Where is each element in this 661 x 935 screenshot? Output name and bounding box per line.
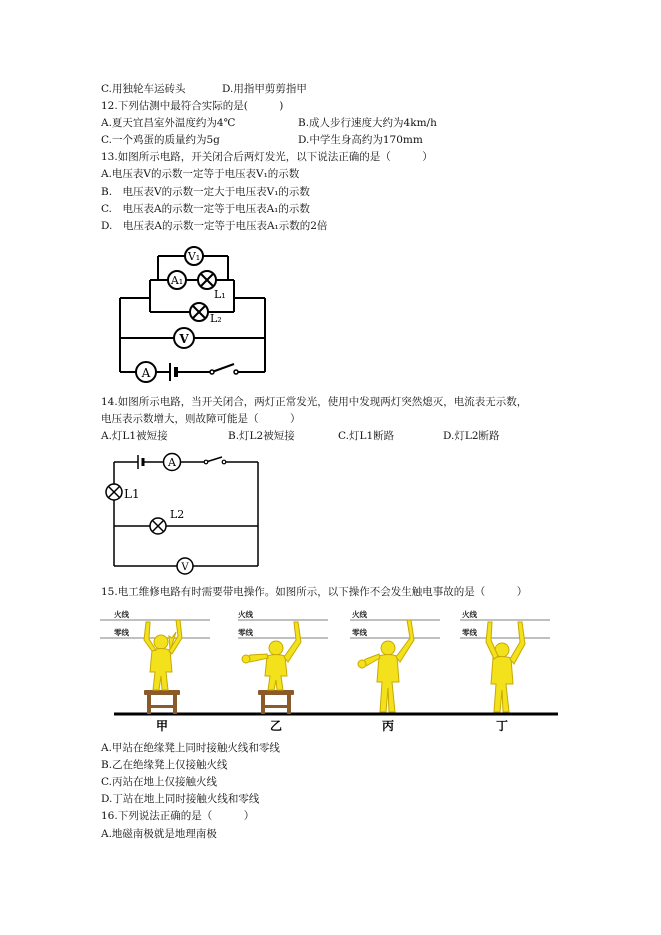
q15-live-label-4: 火线 xyxy=(462,610,477,619)
q15-person-jia xyxy=(144,620,182,714)
q14-lamp-l1 xyxy=(106,484,122,500)
q13-lamp-l2 xyxy=(190,303,208,321)
q14-l2-label: L2 xyxy=(170,508,185,521)
q14-option-d: D.灯L2断路 xyxy=(443,430,500,442)
q15-option-b: B.乙在绝缘凳上仅接触火线 xyxy=(101,759,228,771)
q13-l1-label: L₁ xyxy=(214,288,226,301)
q15-neutral-label-4: 零线 xyxy=(462,628,477,637)
q14-circuit-diagram xyxy=(100,448,265,578)
q13-option-d: D. 电压表A的示数一定等于电压表A₁示数的2倍 xyxy=(101,220,328,232)
q14-v-label: V xyxy=(181,562,189,573)
q13-lamp-l1 xyxy=(198,271,216,289)
q15-neutral-label-3: 零线 xyxy=(352,628,367,637)
q14-option-a: A.灯L1被短接 xyxy=(101,430,168,442)
q12-stem: 12.下列估测中最符合实际的是( ) xyxy=(101,100,284,112)
q13-v-label: V xyxy=(179,332,189,346)
q15-electrician-figure xyxy=(100,602,560,734)
q14-a-label: A xyxy=(168,456,176,469)
q14-option-c: C.灯L1断路 xyxy=(338,430,395,442)
q15-caption-jia: 甲 xyxy=(155,719,169,733)
q15-person-ding xyxy=(486,622,525,712)
q15-neutral-label-1: 零线 xyxy=(114,628,129,637)
q13-option-b: B. 电压表V的示数一定大于电压表V₁的示数 xyxy=(101,186,310,198)
q12-option-b: B.成人步行速度大约为4km/h xyxy=(298,117,437,129)
q13-stem: 13.如图所示电路，开关闭合后两灯发光，以下说法正确的是（ ） xyxy=(101,151,433,163)
q14-lamp-l2 xyxy=(150,518,166,534)
q13-option-a: A.电压表V的示数一定等于电压表V₁的示数 xyxy=(101,168,300,180)
q14-stem-line1: 14.如图所示电路，当开关闭合，两灯正常发光，使用中发现两灯突然熄灭，电流表无示数， xyxy=(101,396,528,408)
q13-l2-label: L₂ xyxy=(210,312,222,325)
q11-option-c: C.用独轮车运砖头 xyxy=(101,83,186,95)
q15-live-label-2: 火线 xyxy=(238,610,253,619)
q13-a-label: A xyxy=(141,366,151,380)
q13-a1-label: A₁ xyxy=(170,274,184,287)
q12-option-a: A.夏天宜昌室外温度约为4℃ xyxy=(101,117,236,129)
q15-stem: 15.电工维修电路有时需要带电操作。如图所示，以下操作不会发生触电事故的是（ ） xyxy=(101,586,528,598)
q15-live-label-1: 火线 xyxy=(114,610,129,619)
q15-neutral-label-2: 零线 xyxy=(238,628,253,637)
q13-circuit-diagram xyxy=(110,240,275,385)
q15-option-c: C.丙站在地上仅接触火线 xyxy=(101,776,217,788)
q16-option-a: A.地磁南极就是地理南极 xyxy=(101,828,217,840)
q14-stem-line2: 电压表示数增大，则故障可能是（ ） xyxy=(101,413,301,425)
q15-option-a: A.甲站在绝缘凳上同时接触火线和零线 xyxy=(101,742,280,754)
q14-option-b: B.灯L2被短接 xyxy=(228,430,295,442)
q11-option-d: D.用指甲剪剪指甲 xyxy=(222,83,307,95)
q15-caption-yi: 乙 xyxy=(269,719,283,733)
q15-caption-bing: 丙 xyxy=(381,719,395,733)
q13-v1-label: V₁ xyxy=(187,250,201,263)
q14-l1-label: L1 xyxy=(124,487,140,501)
q15-live-label-3: 火线 xyxy=(352,610,367,619)
q12-option-c: C.一个鸡蛋的质量约为5g xyxy=(101,134,220,146)
q16-stem: 16.下列说法正确的是（ ） xyxy=(101,810,255,822)
q13-option-c: C. 电压表A的示数一定等于电压表A₁的示数 xyxy=(101,203,310,215)
q15-option-d: D.丁站在地上同时接触火线和零线 xyxy=(101,793,260,805)
q12-option-d: D.中学生身高约为170mm xyxy=(298,134,423,146)
q15-caption-ding: 丁 xyxy=(495,719,509,733)
